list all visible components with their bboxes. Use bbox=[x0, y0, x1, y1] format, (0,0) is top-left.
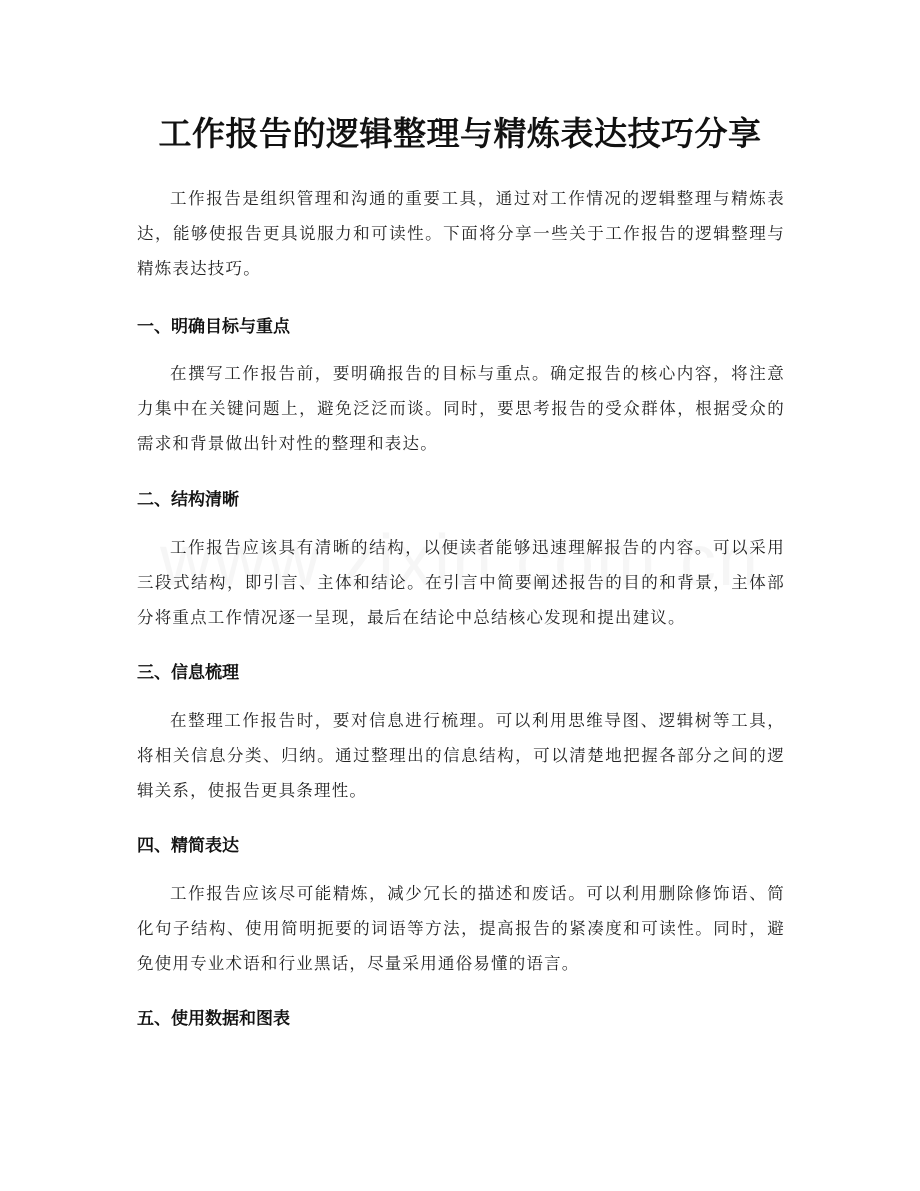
section-body-1: 在撰写工作报告前，要明确报告的目标与重点。确定报告的核心内容，将注意力集中在关键问题上，避免泛泛而谈。同时，要思考报告的受众群体，根据受众的需求和背景做出针对性的整理和表达。 bbox=[137, 364, 785, 453]
section-body-4: 工作报告应该尽可能精炼，减少冗长的描述和废话。可以利用删除修饰语、简化句子结构、使用简明扼要的词语等方法，提高报告的紧凑度和可读性。同时，避免使用专业术语和行业黑话，尽量采用通俗易懂的语言。 bbox=[137, 884, 785, 973]
section-heading-2: 二、结构清晰 bbox=[137, 490, 239, 510]
section-heading-5: 五、使用数据和图表 bbox=[137, 1009, 290, 1029]
section-heading-1: 一、明确目标与重点 bbox=[137, 317, 290, 337]
intro-paragraph: 工作报告是组织管理和沟通的重要工具，通过对工作情况的逻辑整理与精炼表达，能够使报告更具说服力和可读性。下面将分享一些关于工作报告的逻辑整理与精炼表达技巧。 bbox=[137, 189, 785, 278]
section-body-2: 工作报告应该具有清晰的结构，以便读者能够迅速理解报告的内容。可以采用三段式结构，即引言、主体和结论。在引言中简要阐述报告的目的和背景，主体部分将重点工作情况逐一呈现，最后在结论中总结核心发现和提出建议。 bbox=[137, 538, 785, 627]
section-heading-4: 四、精简表达 bbox=[137, 836, 239, 856]
page-title: 工作报告的逻辑整理与精炼表达技巧分享 bbox=[158, 114, 762, 153]
section-heading-3: 三、信息梳理 bbox=[137, 663, 239, 683]
section-body-3: 在整理工作报告时，要对信息进行梳理。可以利用思维导图、逻辑树等工具，将相关信息分类、归纳。通过整理出的信息结构，可以清楚地把握各部分之间的逻辑关系，使报告更具条理性。 bbox=[137, 711, 785, 800]
